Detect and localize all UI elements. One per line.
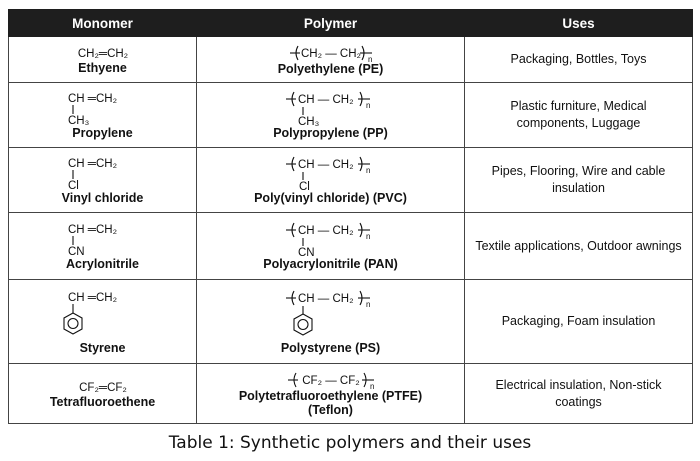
- uses-cell: Textile applications, Outdoor awnings: [465, 213, 693, 280]
- svg-text:CH ═CH₂: CH ═CH₂: [67, 93, 117, 105]
- svg-text:CF₂═CF₂: CF₂═CF₂: [78, 381, 127, 394]
- svg-text:CH — CH₂: CH — CH₂: [297, 94, 354, 106]
- svg-text:CH₃: CH₃: [67, 115, 89, 127]
- polymer-structure: [276, 289, 386, 341]
- svg-text:n: n: [369, 381, 374, 391]
- svg-text:Cl: Cl: [67, 180, 79, 192]
- polymer-name: Polyacrylonitrile (PAN): [263, 257, 398, 271]
- uses-cell: Packaging, Foam insulation: [465, 280, 693, 364]
- svg-text:CH — CH₂: CH — CH₂: [297, 225, 354, 237]
- polymer-structure: [276, 44, 386, 62]
- monomer-structure: [58, 379, 148, 395]
- svg-text:n: n: [365, 299, 370, 309]
- table-row-acrylonitrile: [9, 213, 693, 280]
- polymer-cell: [197, 148, 465, 213]
- monomer-name: Vinyl chloride: [61, 191, 144, 205]
- svg-text:CH₂ — CH₂: CH₂ — CH₂: [300, 47, 361, 60]
- monomer-name: Styrene: [79, 340, 126, 355]
- svg-text:n: n: [365, 232, 370, 241]
- svg-text:Cl: Cl: [298, 181, 310, 193]
- polymer-name: Polystyrene (PS): [280, 340, 381, 355]
- table-row-propylene: [9, 83, 693, 148]
- monomer-cell: [9, 37, 197, 83]
- monomer-structure: [58, 90, 148, 126]
- svg-text:CF₂ — CF₂: CF₂ — CF₂: [301, 374, 360, 387]
- table-row-styrene: [9, 280, 693, 364]
- benzene-ring-icon: [294, 314, 312, 335]
- table-caption: Table 1: Synthetic polymers and their uses: [168, 433, 532, 453]
- svg-text:n: n: [365, 101, 370, 110]
- polymer-cell: [197, 37, 465, 83]
- polymer-name: Polypropylene (PP): [273, 126, 388, 140]
- polymer-cell: [197, 83, 465, 148]
- table-row-ethylene: [9, 37, 693, 83]
- monomer-structure: [58, 155, 148, 191]
- polymer-name: Polytetrafluoroethylene (PTFE) (Teflon): [238, 388, 423, 417]
- uses-cell: Electrical insulation, Non-stick coatings: [465, 364, 693, 424]
- polymer-structure: [276, 371, 386, 389]
- monomer-name: Propylene: [72, 126, 133, 140]
- monomer-structure: [58, 221, 148, 257]
- polymers-table: [8, 9, 693, 424]
- svg-text:CH₃: CH₃: [297, 116, 319, 128]
- header-row: [9, 10, 693, 37]
- monomer-cell: [9, 148, 197, 213]
- svg-text:n: n: [367, 54, 372, 64]
- benzene-ring-icon: [64, 313, 82, 334]
- polymer-cell: [197, 364, 465, 424]
- monomer-structure: [58, 45, 148, 61]
- svg-text:CH₂═CH₂: CH₂═CH₂: [77, 47, 128, 60]
- svg-text:CN: CN: [297, 247, 315, 259]
- svg-text:CH ═CH₂: CH ═CH₂: [67, 291, 117, 304]
- monomer-name: Acrylonitrile: [66, 257, 139, 271]
- uses-cell: Packaging, Bottles, Toys: [465, 37, 693, 83]
- polymer-structure: [276, 155, 386, 191]
- monomer-cell: [9, 213, 197, 280]
- uses-cell: Plastic furniture, Medical components, Luggage: [465, 83, 693, 148]
- header-polymer: Polymer: [197, 10, 465, 37]
- table-row-tetrafluoroethene: [9, 364, 693, 424]
- monomer-cell: [9, 280, 197, 364]
- header-monomer: Monomer: [9, 10, 197, 37]
- svg-text:n: n: [365, 166, 370, 175]
- polymer-cell: [197, 213, 465, 280]
- monomer-name: Ethyene: [78, 60, 127, 75]
- polymer-name: Poly(vinyl chloride) (PVC): [254, 191, 407, 205]
- svg-text:CH — CH₂: CH — CH₂: [297, 159, 354, 171]
- monomer-structure: [58, 289, 148, 341]
- table-row-vinyl-chloride: [9, 148, 693, 213]
- polymer-structure: [276, 221, 386, 257]
- uses-cell: Pipes, Flooring, Wire and cable insulation: [465, 148, 693, 213]
- svg-text:CH ═CH₂: CH ═CH₂: [67, 224, 117, 236]
- header-uses: Uses: [465, 10, 693, 37]
- svg-text:CN: CN: [67, 246, 85, 258]
- svg-text:CH — CH₂: CH — CH₂: [297, 292, 354, 305]
- polymer-name: Polyethylene (PE): [277, 61, 384, 76]
- monomer-cell: [9, 83, 197, 148]
- svg-text:CH ═CH₂: CH ═CH₂: [67, 158, 117, 170]
- monomer-cell: [9, 364, 197, 424]
- monomer-name: Tetrafluoroethene: [49, 394, 156, 409]
- polymer-structure: [276, 90, 386, 126]
- polymer-cell: [197, 280, 465, 364]
